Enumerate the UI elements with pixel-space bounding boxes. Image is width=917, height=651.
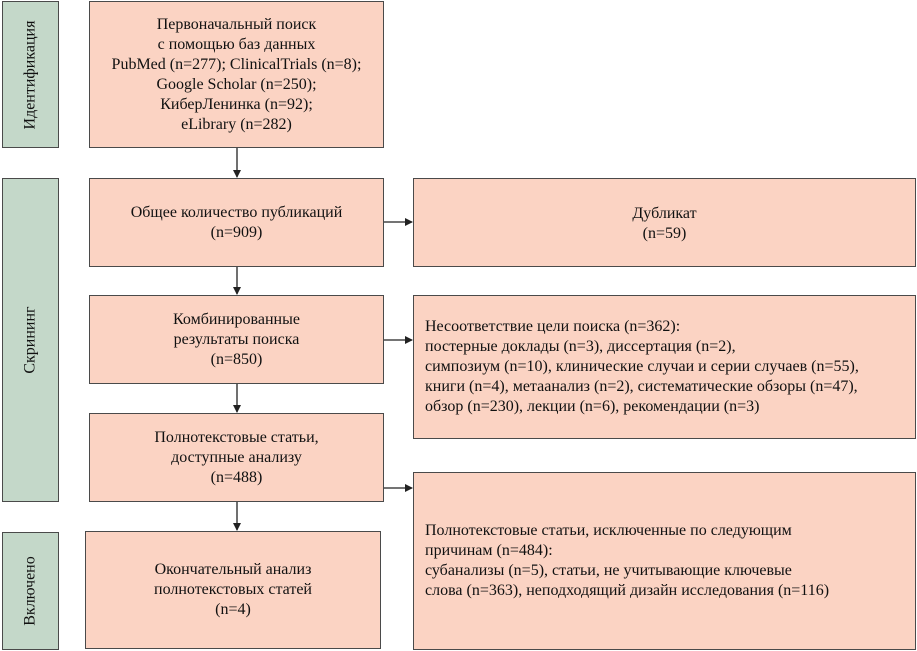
stage-included — [2, 532, 59, 650]
text-line: с помощью баз данных — [157, 35, 316, 53]
duplicates-box — [413, 178, 916, 267]
combined-results-box — [89, 295, 384, 384]
text-line: постерные доклады (n=3), диссертация (n=2), — [425, 338, 736, 355]
text-line: (n=488) — [210, 468, 263, 486]
text-line: результаты поиска — [173, 330, 300, 348]
stage-identification-label: Идентификация — [21, 20, 39, 129]
fulltext-excluded-box — [413, 472, 916, 650]
text-line: полнотекстовых статей — [154, 581, 312, 598]
text-line: книги (n=4), метаанализ (n=2), систематические обзоры (n=47), — [425, 378, 858, 395]
stage-identification — [2, 1, 59, 148]
text-line: Первоначальный поиск — [156, 15, 317, 33]
text-line: Окончательный анализ — [154, 561, 312, 578]
text-line: eLibrary (n=282) — [181, 115, 292, 133]
text-line: доступные анализу — [171, 448, 302, 466]
text-line: Общее количество публикаций — [130, 203, 343, 221]
final-analysis-box — [85, 531, 381, 649]
text-line: обзор (n=230), лекции (n=6), рекомендации (n=3) — [425, 398, 760, 415]
text-line: Google Scholar (n=250); — [156, 75, 317, 93]
text-line: КиберЛенинка (n=92); — [160, 95, 313, 113]
text-line: слова (n=363), неподходящий дизайн исследования (n=116) — [425, 582, 830, 599]
text-line: Комбинированные — [173, 310, 300, 328]
text-line: симпозиум (n=10), клинические случаи и серии случаев (n=55), — [425, 358, 859, 375]
text-line: PubMed (n=277); ClinicalTrials (n=8); — [111, 55, 362, 73]
stage-included-label: Включено — [21, 556, 39, 626]
stage-screening-label: Скрининг — [21, 306, 39, 374]
text-line: (n=59) — [642, 225, 687, 242]
text-line: (n=850) — [210, 350, 263, 368]
stage-screening — [2, 178, 59, 502]
total-publications-box — [89, 178, 384, 267]
mismatch-box — [413, 295, 916, 439]
text-line: Полнотекстовые статьи, — [154, 428, 319, 446]
text-line: Несоответствие цели поиска (n=362): — [425, 318, 681, 335]
text-line: субанализы (n=5), статьи, не учитывающие ключевые — [425, 562, 792, 579]
text-line: (n=909) — [210, 223, 263, 241]
fulltext-available-box — [89, 413, 384, 502]
text-line: (n=4) — [215, 601, 251, 618]
text-line: Полнотекстовые статьи, исключенные по следующим — [425, 522, 792, 539]
text-line: Дубликат — [632, 205, 697, 222]
initial-search-box — [89, 1, 384, 148]
text-line: причинам (n=484): — [425, 542, 553, 559]
